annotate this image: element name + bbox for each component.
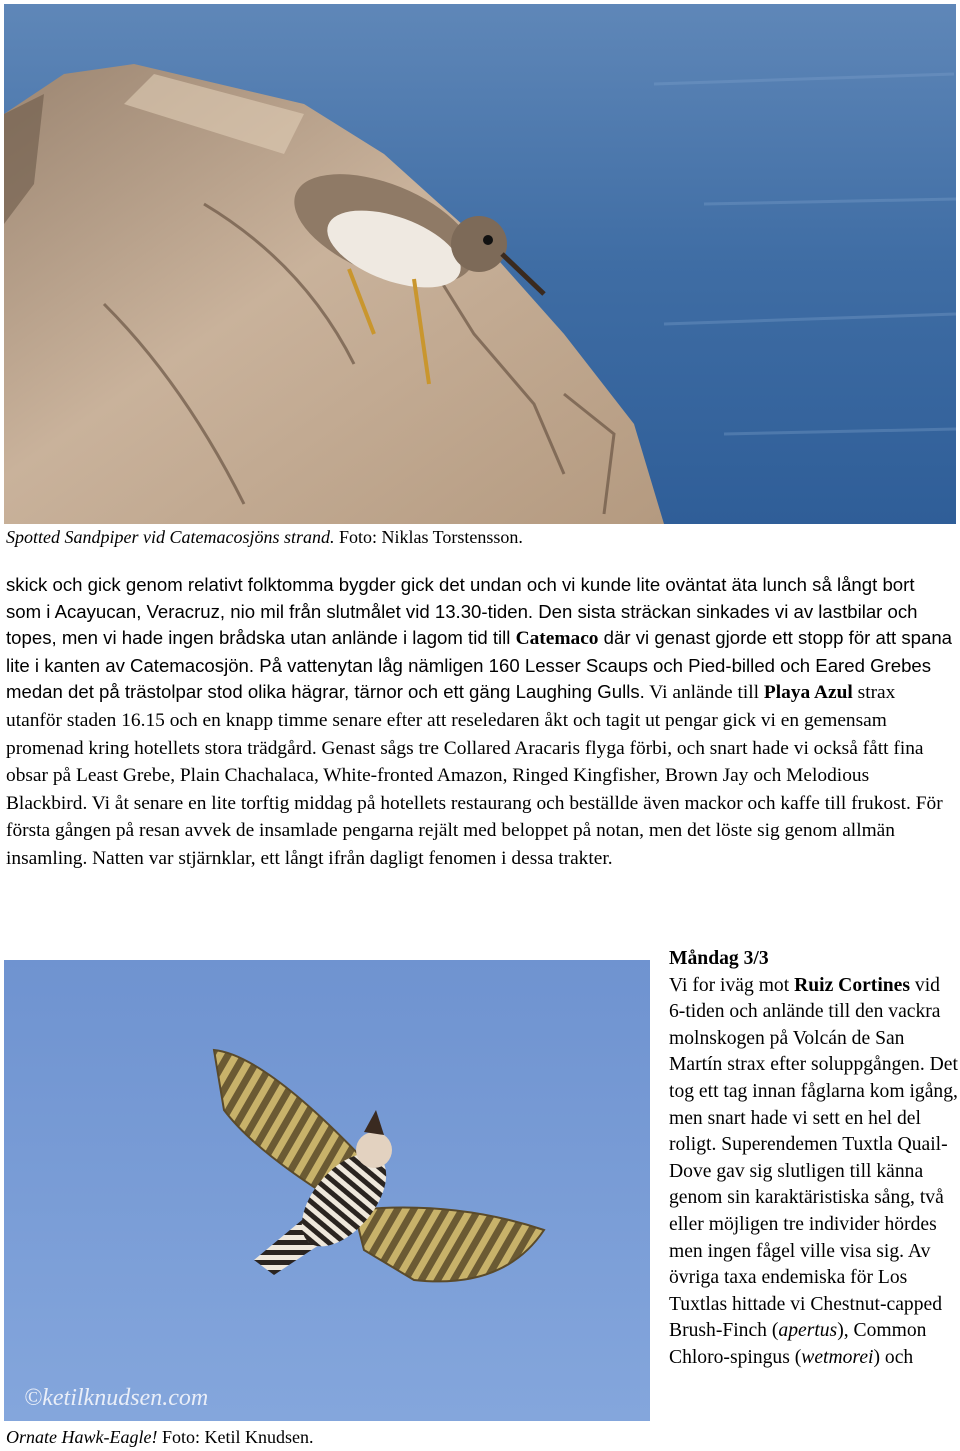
caption-credit: Foto: Niklas Torstensson. <box>334 527 523 547</box>
text-run: Vi anlände till <box>644 682 764 704</box>
day-section <box>669 946 959 1372</box>
taxon-apertus: apertus <box>778 1320 838 1342</box>
caption-italic: Ornate Hawk-Eagle! <box>6 1427 158 1447</box>
text-run: där vi genast gjorde ett stopp för att spana lite i kanten av Catemacosjön. På vattenytan låg nämligen 160 Lesser Scaups och Pied-billed och Eared Grebes medan det på trästolpar stod olika hägrar, tärnor och ett gäng Laughing Gulls. <box>6 627 953 703</box>
text-run: ), Common Chloro-spingus ( <box>669 1320 927 1368</box>
caption-credit: Foto: Ketil Knudsen. <box>157 1427 314 1447</box>
sandpiper-caption <box>6 526 523 548</box>
text-run: vid 6-tiden och anlände till den vackra molnskogen på Volcán de San Martín strax efter soluppgången. Det tog ett tag innan fåglarna kom igång, men snart hade vi sett en hel del roligt. Superendemen Tuxtla Quail-Dove gav sig slutligen till känna genom sin karaktäristiska sång, två eller möjligen tre individer hördes men ingen fågel ville visa sig. Av övriga taxa endemiska för Los Tuxtlas hittade vi Chestnut-capped Brush-Finch ( <box>669 974 958 1342</box>
place-ruiz-cortines: Ruiz Cortines <box>794 974 910 996</box>
hawk-eagle-photo <box>4 960 650 1421</box>
text-run: ) och <box>873 1346 914 1368</box>
sandpiper-photo <box>4 4 956 524</box>
day-paragraph <box>669 973 959 1372</box>
caption-italic: Spotted Sandpiper vid Catemacosjöns strand. <box>6 527 335 547</box>
place-playa-azul: Playa Azul <box>763 682 853 704</box>
body-paragraph <box>6 572 954 873</box>
text-run: Vi for iväg mot <box>669 974 795 996</box>
hawk-eagle-caption <box>6 1426 313 1448</box>
place-catemaco: Catemaco <box>515 628 599 650</box>
taxon-wetmorei: wetmorei <box>801 1346 874 1368</box>
text-run: strax utanför staden 16.15 och en knapp timme senare efter att reseledaren åkt och tagit ut pengar gick vi en gemensam promenad kring hotellets stora trädgård. Genast sågs tre Collared Aracaris flyga förbi, och snart hade vi också fått fina obsar på Least Grebe, Plain Chachalaca, White-fronted Amazon, Ringed Kingfisher, Brown Jay och Melodious Blackbird. Vi åt senare en lite torftig middag på hotellets restaurang och beställde även mackor och kaffe till frukost. För första gången på resan avvek de insamlade pengarna rejält med beloppet på notan, men det löste sig genom allmän insamling. Natten var stjärnklar, ett långt ifrån dagligt fenomen i dessa trakter. <box>6 682 943 869</box>
watermark-text: ©ketilknudsen.com <box>24 1385 209 1411</box>
day-heading: Måndag 3/3 <box>669 948 769 969</box>
text-run: skick och gick genom relativt folktomma bygder gick det undan och vi kunde lite oväntat äta lunch så långt bort som i Acayucan, Veracruz, nio mil från slutmålet vid 13.30-tiden. Den sista sträckan sinkades vi av lastbilar och topes, men vi hade ingen brådska utan anlände i lagom tid till <box>6 574 918 649</box>
